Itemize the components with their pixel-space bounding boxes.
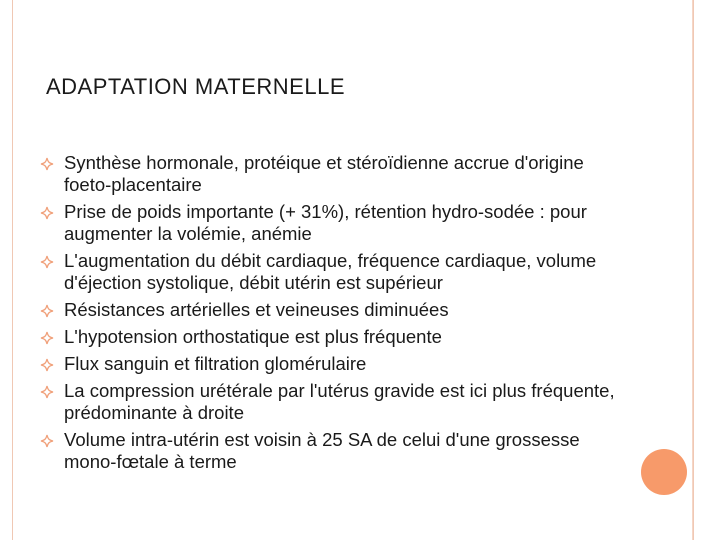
- hollow-diamond-bullet-icon: [40, 157, 54, 171]
- list-item: [40, 201, 620, 245]
- hollow-diamond-bullet-icon: [40, 385, 54, 399]
- list-item-text: Flux sanguin et filtration glomérulaire: [64, 353, 367, 374]
- list-item: [40, 250, 620, 294]
- hollow-diamond-bullet-icon: [40, 206, 54, 220]
- list-item: [40, 380, 620, 424]
- list-item: [40, 299, 620, 321]
- list-item: [40, 429, 620, 473]
- hollow-diamond-bullet-icon: [40, 434, 54, 448]
- hollow-diamond-bullet-icon: [40, 331, 54, 345]
- hollow-diamond-bullet-icon: [40, 304, 54, 318]
- list-item-text: Résistances artérielles et veineuses diminuées: [64, 299, 449, 320]
- list-item-text: Synthèse hormonale, protéique et stéroïdienne accrue d'origine foeto-placentaire: [64, 152, 584, 195]
- list-item-text: Volume intra-utérin est voisin à 25 SA de celui d'une grossesse mono-fœtale à terme: [64, 429, 580, 472]
- list-item-text: Prise de poids importante (+ 31%), rétention hydro-sodée : pour augmenter la volémie, anémie: [64, 201, 587, 244]
- list-item: [40, 152, 620, 196]
- accent-dot: [641, 449, 687, 495]
- hollow-diamond-bullet-icon: [40, 255, 54, 269]
- slide-accent-line: [692, 0, 693, 540]
- list-item-text: La compression urétérale par l'utérus gravide est ici plus fréquente, prédominante à droite: [64, 380, 615, 423]
- list-item: [40, 353, 620, 375]
- hollow-diamond-bullet-icon: [40, 358, 54, 372]
- list-item-text: L'hypotension orthostatique est plus fréquente: [64, 326, 442, 347]
- slide-title: ADAPTATION MATERNELLE: [46, 74, 345, 99]
- bullet-list: [40, 152, 620, 478]
- list-item-text: L'augmentation du débit cardiaque, fréquence cardiaque, volume d'éjection systolique, débit utérin est supérieur: [64, 250, 597, 293]
- list-item: [40, 326, 620, 348]
